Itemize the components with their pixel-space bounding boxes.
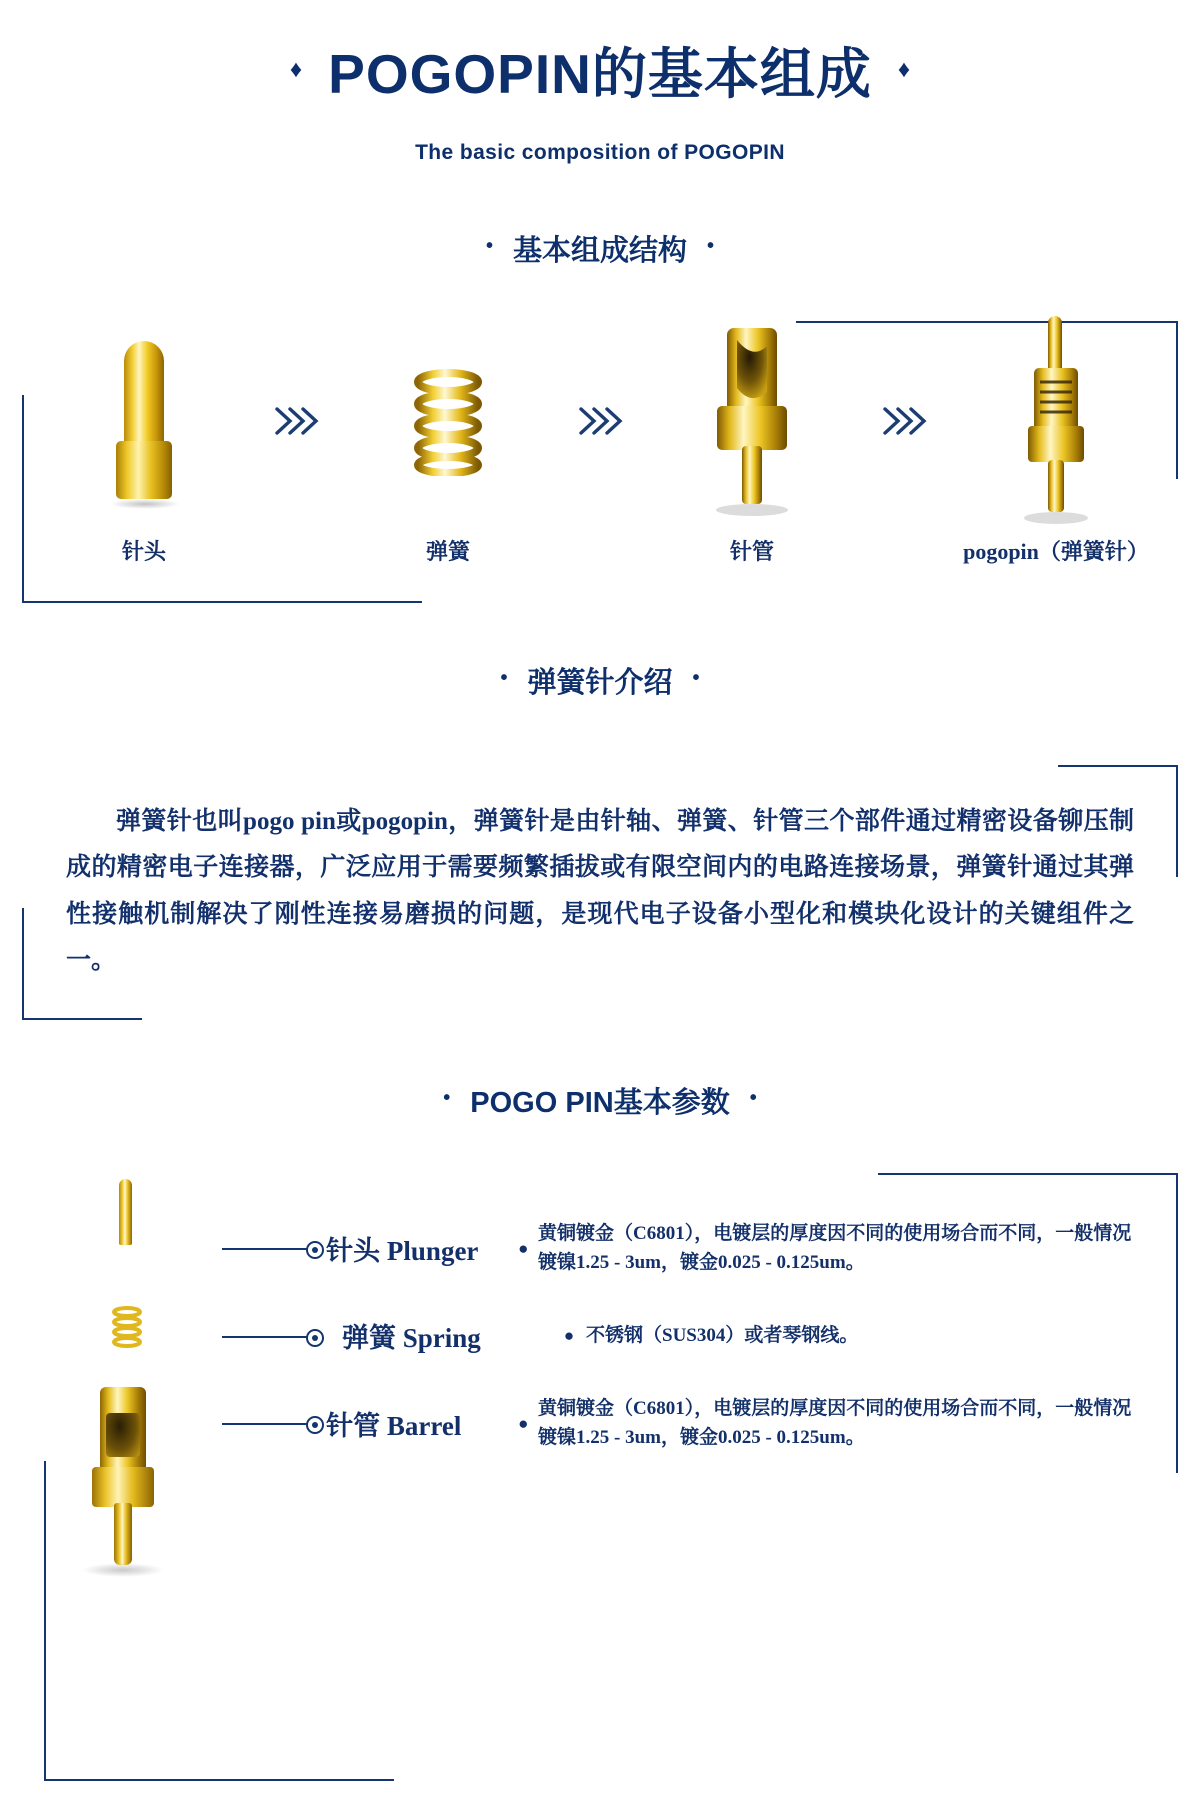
exploded-plunger-icon	[110, 1179, 140, 1275]
diamond-right-icon: ♦	[897, 55, 911, 83]
double-chevron-right-icon	[273, 404, 319, 438]
leader-dot-icon	[306, 1241, 324, 1259]
dot-left-icon: •	[443, 1086, 451, 1109]
exploded-barrel-icon	[92, 1387, 154, 1577]
leader-line-spring	[222, 1316, 342, 1356]
parameter-row	[222, 1219, 1138, 1278]
dot-right-icon: •	[749, 1086, 757, 1109]
double-chevron-right-icon	[881, 404, 927, 438]
structure-item-label: 针管	[729, 539, 774, 564]
exploded-spring-icon	[108, 1305, 146, 1351]
double-chevron-right-icon	[577, 404, 623, 438]
intro-bracket-frame	[22, 765, 1178, 1020]
section-parameters-heading-label: POGO PIN基本参数	[470, 1087, 730, 1119]
leader-dot-icon	[306, 1329, 324, 1347]
section-structure-heading	[0, 228, 1200, 269]
parameter-row	[222, 1316, 1138, 1356]
intro-paragraph: 弹簧针也叫pogo pin或pogopin，弹簧针是由针轴、弹簧、针管三个部件通过精密设备铆压制成的精密电子连接器，广泛应用于需要频繁插拔或有限空间内的电路连接场景，弹簧针通过其弹性接触机制解决了刚性连接易磨损的问题，是现代电子设备小型化和模块化设计的关键组件之一。	[66, 808, 1134, 974]
section-parameters	[0, 1080, 1200, 1781]
section-parameters-heading	[0, 1080, 1200, 1121]
parameters-bracket-frame	[22, 1161, 1178, 1781]
structure-item-barrel	[657, 321, 847, 566]
arrow-1	[261, 321, 331, 521]
params-bracket-right-horizontal	[878, 1173, 1178, 1175]
dot-right-icon: •	[707, 234, 715, 257]
parameter-name: 弹簧 Spring	[342, 1323, 481, 1354]
dot-left-icon: •	[500, 666, 508, 689]
section-intro	[0, 660, 1200, 1020]
structure-bracket-frame	[22, 321, 1178, 621]
section-intro-heading	[0, 660, 1200, 701]
plunger-part-icon	[116, 321, 172, 521]
section-structure-heading-label: 基本组成结构	[512, 235, 687, 267]
structure-item-spring	[353, 321, 543, 566]
structure-item-label: 针头	[121, 539, 166, 564]
arrow-2	[565, 321, 635, 521]
bracket-left-horizontal	[22, 601, 422, 603]
parameter-rows	[222, 1179, 1138, 1599]
barrel-part-icon	[713, 321, 791, 521]
leader-dot-icon	[306, 1416, 324, 1434]
structure-item-label: 弹簧	[425, 539, 470, 564]
parameter-name: 针管 Barrel	[326, 1410, 462, 1441]
page-title: POGOPIN的基本组成	[328, 43, 872, 105]
dot-right-icon: •	[692, 666, 700, 689]
structure-item-plunger	[49, 321, 239, 566]
page-subtitle: The basic composition of POGOPIN	[415, 141, 785, 164]
bullet-icon: ●	[518, 1413, 529, 1433]
parameter-description: 黄铜镀金（C6801），电镀层的厚度因不同的使用场合而不同，一般情况镀镍1.25 - 3um，镀金0.025 - 0.125um。	[538, 1223, 1132, 1274]
structure-item-pogopin	[961, 321, 1151, 566]
params-bracket-right-vertical	[1176, 1173, 1178, 1473]
parameter-description: 不锈钢（SUS304）或者琴钢线。	[586, 1325, 859, 1347]
section-structure	[0, 228, 1200, 621]
params-bracket-left-vertical	[44, 1461, 46, 1781]
main-title-row	[0, 30, 1200, 109]
bullet-icon: ●	[563, 1326, 575, 1346]
params-bracket-left-horizontal	[44, 1779, 394, 1781]
leader-line-barrel	[222, 1403, 326, 1443]
bullet-icon: ●	[518, 1238, 529, 1258]
arrow-3	[869, 321, 939, 521]
structure-items	[22, 321, 1178, 566]
intro-bracket-left-horizontal	[22, 1018, 142, 1020]
leader-line-plunger	[222, 1228, 326, 1268]
section-intro-heading-label: 弹簧针介绍	[527, 667, 673, 699]
pogopin-assembly-icon	[1020, 321, 1092, 521]
spring-part-icon	[408, 321, 488, 521]
parameter-name: 针头 Plunger	[326, 1235, 479, 1266]
intro-bracket-left-vertical	[22, 908, 24, 1020]
dot-left-icon: •	[485, 234, 493, 257]
intro-bracket-right-vertical	[1176, 765, 1178, 877]
parameter-description: 黄铜镀金（C6801），电镀层的厚度因不同的使用场合而不同，一般情况镀镍1.25 - 3um，镀金0.025 - 0.125um。	[538, 1397, 1132, 1449]
structure-item-label: pogopin（弹簧针）	[963, 539, 1149, 564]
exploded-view-diagram	[62, 1179, 222, 1599]
intro-bracket-right-horizontal	[1058, 765, 1178, 767]
parameter-row	[222, 1394, 1138, 1453]
diamond-left-icon: ♦	[289, 55, 303, 83]
parameters-content	[62, 1179, 1138, 1599]
poster-header	[0, 0, 1200, 165]
